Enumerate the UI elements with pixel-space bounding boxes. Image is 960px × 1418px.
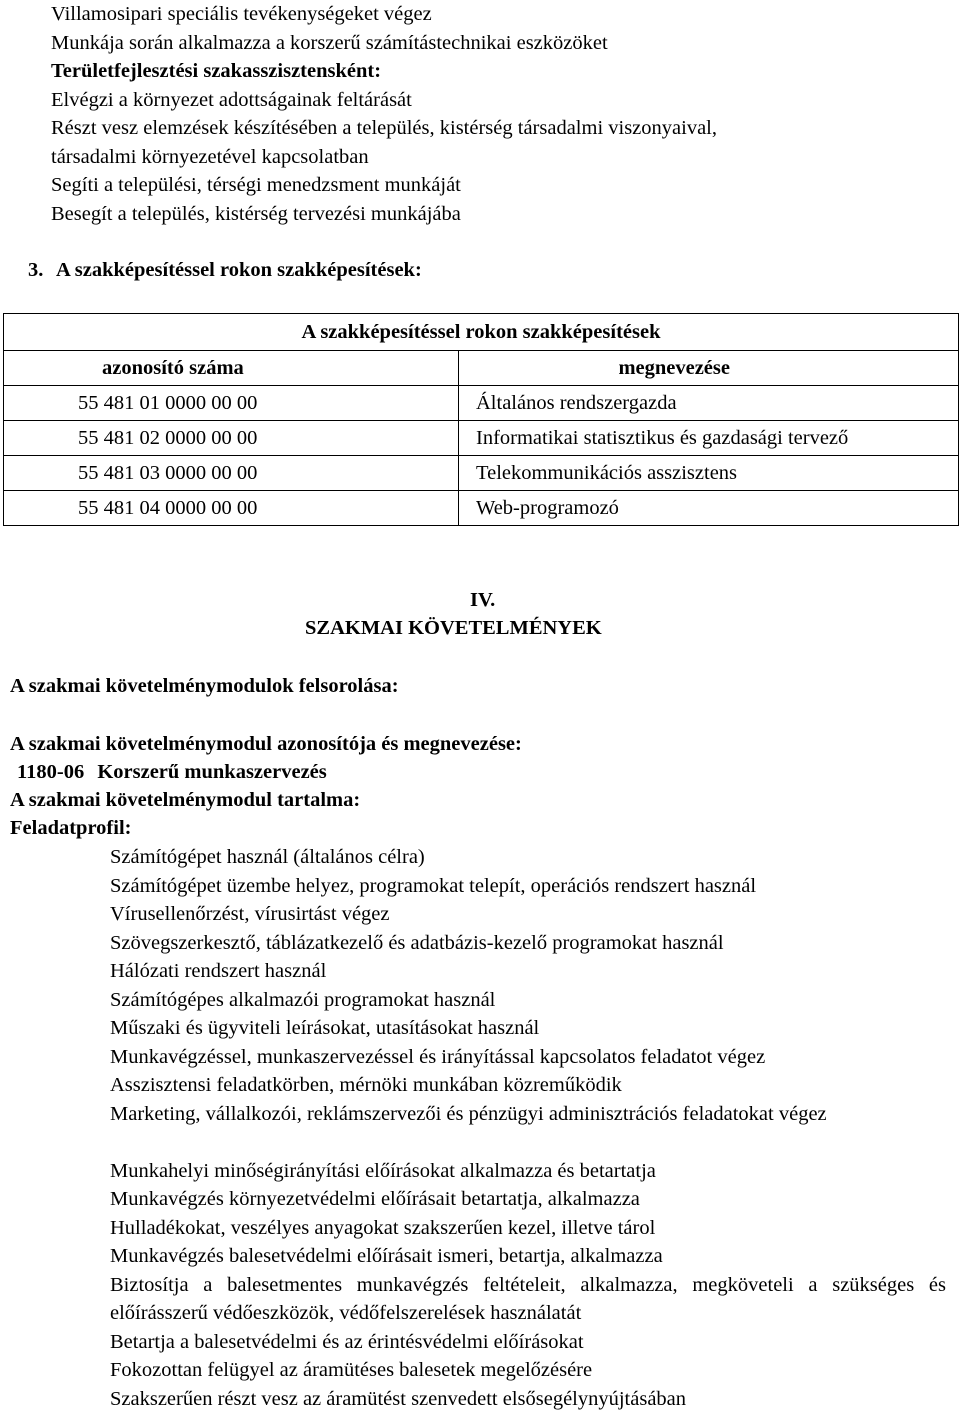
text-line: társadalmi környezetével kapcsolatban xyxy=(51,145,369,168)
qualification-id: 55 481 04 0000 00 00 xyxy=(4,491,459,526)
section-title: A szakképesítéssel rokon szakképesítések: xyxy=(56,259,422,281)
qualification-id: 55 481 03 0000 00 00 xyxy=(4,456,459,491)
column-header-id: azonosító száma xyxy=(4,351,459,386)
task-item: Munkavégzéssel, munkaszervezéssel és irányítással kapcsolatos feladatot végez xyxy=(110,1045,766,1068)
table-row xyxy=(4,491,959,526)
task-item: Vírusellenőrzést, vírusirtást végez xyxy=(110,903,390,925)
task-item: Asszisztensi feladatkörben, mérnöki munkában közreműködik xyxy=(110,1074,622,1096)
task-item: Számítógépet üzembe helyez, programokat telepít, operációs rendszert használ xyxy=(110,874,757,897)
task-item: Hulladékokat, veszélyes anyagokat szakszerűen kezel, illetve tárol xyxy=(110,1216,656,1239)
section-heading xyxy=(28,256,422,284)
module-list-heading: A szakmai követelménymodulok felsorolása: xyxy=(10,675,399,697)
task-item: Hálózati rendszert használ xyxy=(110,960,327,982)
chapter-title: SZAKMAI KÖVETELMÉNYEK xyxy=(305,617,602,639)
qualification-name: Általános rendszergazda xyxy=(459,386,959,421)
task-item: Munkavégzés balesetvédelmi előírásait ismeri, betartja, alkalmazza xyxy=(110,1245,663,1267)
task-profile-heading: Feladatprofil: xyxy=(10,817,132,839)
task-item: Biztosítja a balesetmentes munkavégzés feltételeit, alkalmazza, megköveteli a szükséges és előírásszerű védőeszközök, védőfelszerelések használatát xyxy=(110,1273,946,1324)
table-row xyxy=(4,386,959,421)
table-header-row xyxy=(4,351,959,386)
column-header-name: megnevezése xyxy=(459,351,959,386)
task-item: Munkahelyi minőségirányítási előírásokat alkalmazza és betartatja xyxy=(110,1159,656,1182)
task-item: Fokozottan felügyel az áramütéses balesetek megelőzésére xyxy=(110,1359,593,1381)
module-code: 1180-06 xyxy=(17,761,85,783)
qualification-name: Web-programozó xyxy=(459,491,959,526)
text-line: Segíti a települési, térségi menedzsment munkáját xyxy=(51,174,461,196)
task-item: Számítógépet használ (általános célra) xyxy=(110,846,425,868)
chapter-number: IV. xyxy=(470,589,496,611)
task-item: Szakszerűen részt vesz az áramütést szenvedett elsősegélynyújtásában xyxy=(110,1387,687,1410)
task-item: Marketing, vállalkozói, reklámszervezői és pénzügyi adminisztrációs feladatokat végez xyxy=(110,1102,827,1125)
text-line: Villamosipari speciális tevékenységeket végez xyxy=(51,3,432,25)
qualification-id: 55 481 02 0000 00 00 xyxy=(4,421,459,456)
module-name: Korszerű munkaszervezés xyxy=(97,761,327,783)
task-item: Számítógépes alkalmazói programokat használ xyxy=(110,988,496,1011)
task-item: Betartja a balesetvédelmi és az érintésvédelmi előírásokat xyxy=(110,1330,584,1353)
table-caption: A szakképesítéssel rokon szakképesítések xyxy=(4,314,959,351)
section-number: 3. xyxy=(28,259,44,281)
task-item: Szövegszerkesztő, táblázatkezelő és adatbázis-kezelő programokat használ xyxy=(110,931,724,954)
related-qualifications-table xyxy=(3,313,959,526)
table-row xyxy=(4,421,959,456)
text-line: Elvégzi a környezet adottságainak feltárását xyxy=(51,88,412,111)
qualification-name: Informatikai statisztikus és gazdasági tervező xyxy=(459,421,959,456)
task-item: Műszaki és ügyviteli leírásokat, utasításokat használ xyxy=(110,1017,540,1039)
module-content-heading: A szakmai követelménymodul tartalma: xyxy=(10,789,361,811)
text-line: Besegít a település, kistérség tervezési munkájába xyxy=(51,202,461,225)
text-line: Munkája során alkalmazza a korszerű számítástechnikai eszközöket xyxy=(51,31,608,54)
text-line: Részt vesz elemzések készítésében a település, kistérség társadalmi viszonyaival, xyxy=(51,117,717,139)
table-row xyxy=(4,456,959,491)
module-id-heading: A szakmai követelménymodul azonosítója és megnevezése: xyxy=(10,733,522,755)
qualification-name: Telekommunikációs asszisztens xyxy=(459,456,959,491)
subsection-label: Területfejlesztési szakasszisztensként: xyxy=(51,60,382,82)
task-item: Munkavégzés környezetvédelmi előírásait betartatja, alkalmazza xyxy=(110,1188,640,1210)
qualification-id: 55 481 01 0000 00 00 xyxy=(4,386,459,421)
module-title xyxy=(17,758,327,786)
